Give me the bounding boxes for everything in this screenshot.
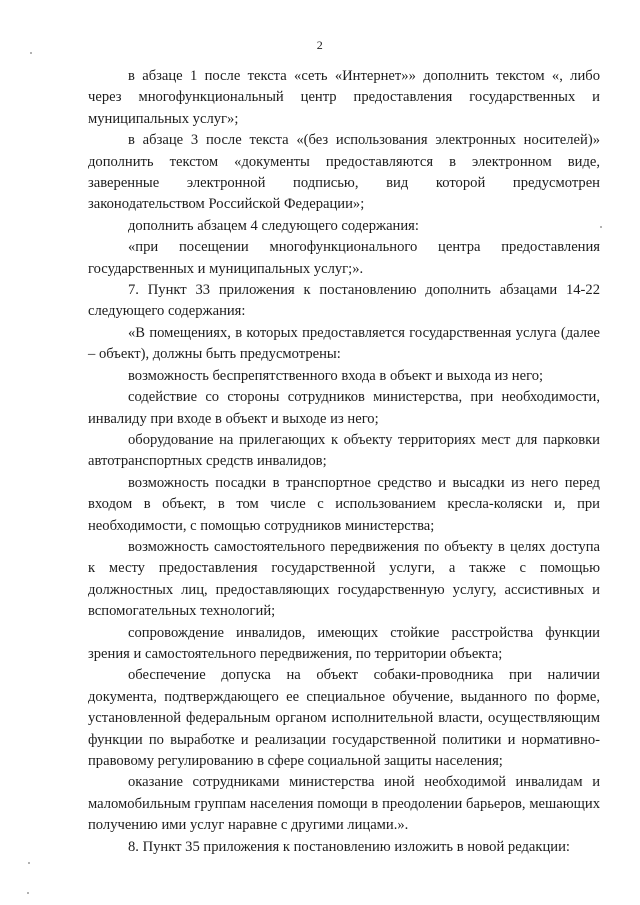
paragraph-premises: «В помещениях, в которых предоставляется государственная услуга (далее – объект), должны быть предусмотрены: <box>88 324 600 363</box>
scan-speck <box>28 862 30 864</box>
paragraph-other-help: оказание сотрудниками министерства иной необходимой инвалидам и маломобильным группам населения помощи в преодолении барьеров, мешающих получению ими услуг наравне с другими лицами.». <box>88 774 600 834</box>
paragraph-escort: сопровождение инвалидов, имеющих стойкие расстройства функции зрения и самостоятельного передвижения, по территории объекта; <box>88 624 600 662</box>
paragraph-abzac-1: в абзаце 1 после текста «сеть «Интернет»» дополнить текстом «, либо через многофункциональный центр предоставления государственных и муниципальных услуг»; <box>88 68 600 127</box>
scan-speck <box>27 892 29 894</box>
scan-speck <box>600 226 602 228</box>
paragraph-staff-assistance: содействие со стороны сотрудников министерства, при необходимости, инвалиду при входе в объект и выходе из него; <box>88 389 600 427</box>
paragraph-abzac-4-text: «при посещении многофункционального центра предоставления государственных и муниципальных услуг;». <box>88 239 600 277</box>
paragraph-free-entry: возможность беспрепятственного входа в объект и выхода из него; <box>128 367 544 384</box>
page-number: 2 <box>316 38 324 52</box>
paragraph-boarding: возможность посадки в транспортное средство и высадки из него перед входом в объект, в том числе с использованием кресла-коляски и, при необходимости, с помощью сотрудников министерства; <box>88 474 600 534</box>
scan-speck <box>30 52 32 54</box>
paragraph-guide-dog: обеспечение допуска на объект собаки-проводника при наличии документа, подтверждающего ее специальное обучение, выданного по форме, установленной федеральным органом исполнительной власти, осуществляющим функции по выработке и реализации государственной политики и нормативно-правовому регулированию в сфере социальной защиты населения; <box>88 667 600 769</box>
paragraph-abzac-3: в абзаце 3 после текста «(без использования электронных носителей)» дополнить текстом «документы предоставляются в электронном виде, заверенные электронной подписью, вид которой предусмотрен законодательством Российской Федерации»; <box>88 132 600 213</box>
paragraph-add-abzac-4: дополнить абзацем 4 следующего содержания: <box>128 217 419 234</box>
paragraph-item-8: 8. Пункт 35 приложения к постановлению изложить в новой редакции: <box>128 838 570 855</box>
paragraph-item-7: 7. Пункт 33 приложения к постановлению дополнить абзацами 14-22 следующего содержания: <box>88 282 600 320</box>
paragraph-movement: возможность самостоятельного передвижения по объекту в целях доступа к месту предоставления государственной услуги, а также с помощью должностных лиц, предоставляющих государственную услугу, ассистивных и вспомогательных технологий; <box>88 538 600 620</box>
document-body <box>88 66 600 858</box>
paragraph-parking: оборудование на прилегающих к объекту территориях мест для парковки автотранспортных средств инвалидов; <box>88 431 600 470</box>
